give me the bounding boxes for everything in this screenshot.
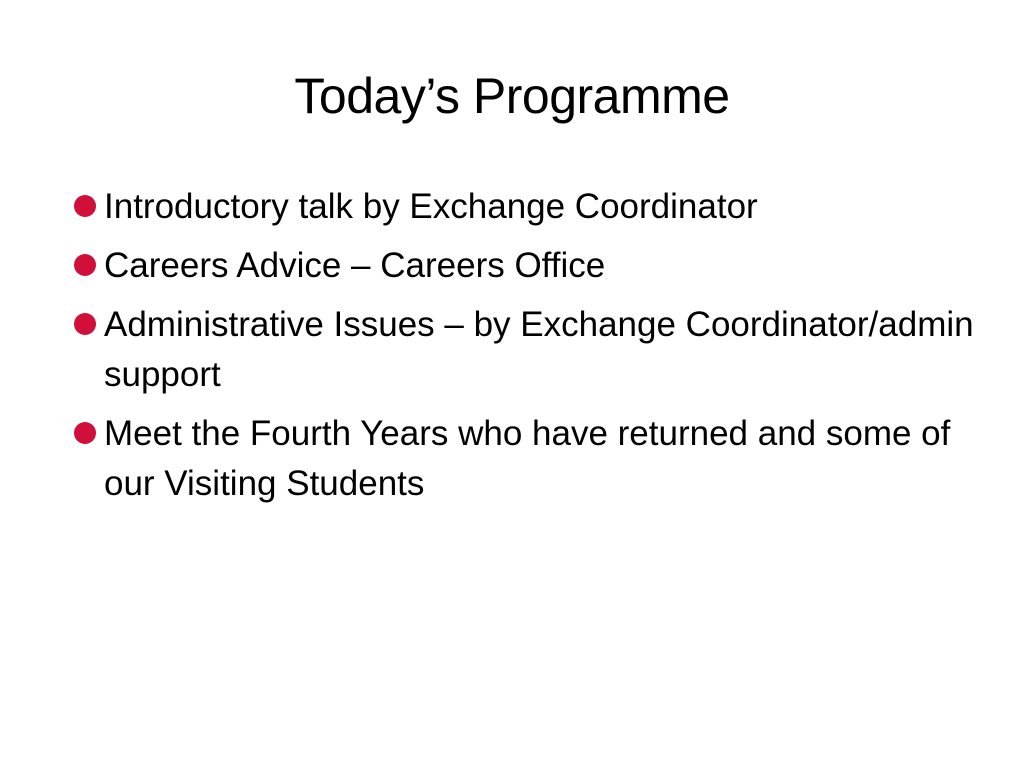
list-item xyxy=(66,241,986,291)
bullet-dot-icon xyxy=(74,195,96,217)
list-item xyxy=(66,182,986,232)
bullet-text: Meet the Fourth Years who have returned and some of our Visiting Students xyxy=(104,414,951,503)
bullet-dot-icon xyxy=(74,313,96,335)
bullet-dot-icon xyxy=(74,422,96,444)
bullet-text: Administrative Issues – by Exchange Coordinator/admin support xyxy=(104,305,974,394)
bullet-text: Careers Advice – Careers Office xyxy=(104,246,606,285)
slide-title: Today’s Programme xyxy=(294,68,730,124)
list-item xyxy=(66,300,986,400)
bullet-dot-icon xyxy=(74,254,96,276)
bullet-list xyxy=(66,182,986,518)
list-item xyxy=(66,409,986,509)
bullet-text: Introductory talk by Exchange Coordinator xyxy=(104,187,758,226)
